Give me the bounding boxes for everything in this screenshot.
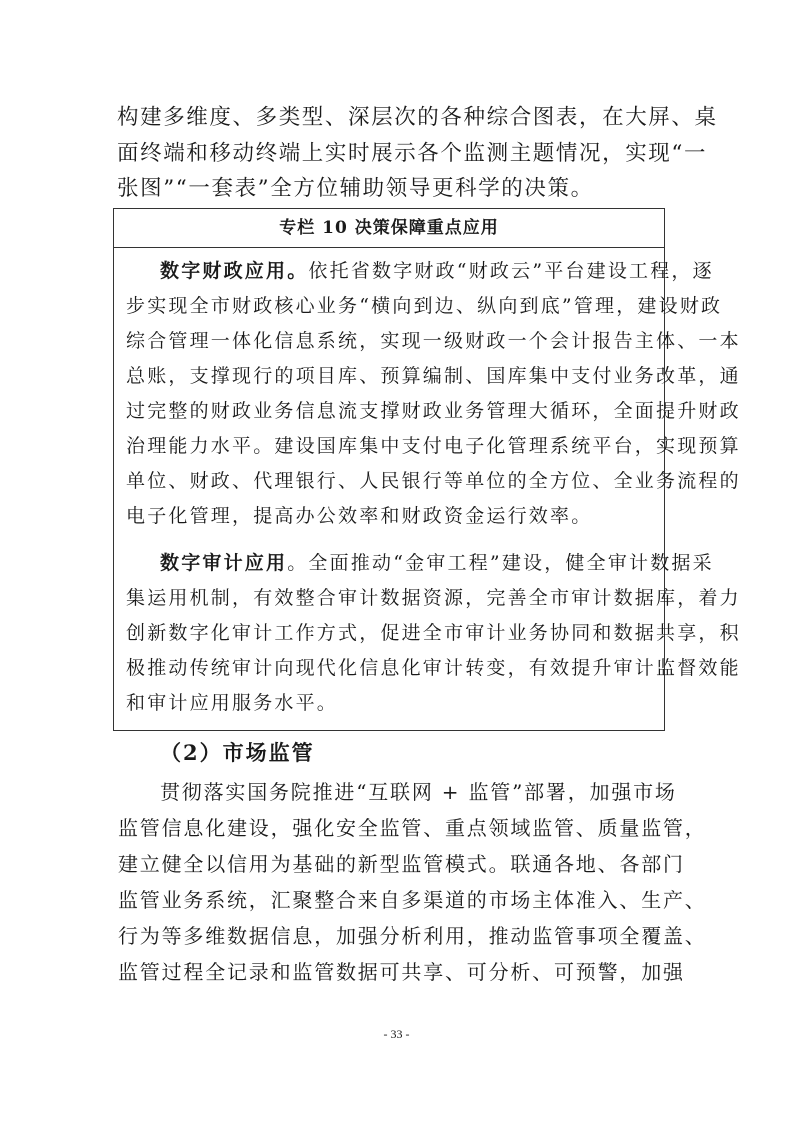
text-line: 综合管理一体化信息系统，实现一级财政一个会计报告主体、一本 <box>126 330 741 352</box>
text-line: 创新数字化审计工作方式，促进全市审计业务协同和数据共享，积 <box>126 622 741 644</box>
text-line: 治理能力水平。建设国库集中支付电子化管理系统平台，实现预算 <box>126 435 741 457</box>
text-line: 张图”“一套表”全方位辅助领导更科学的决策。 <box>117 176 594 201</box>
text-line: 构建多维度、多类型、深层次的各种综合图表，在大屏、桌 <box>117 105 718 130</box>
page-number: - 33 - <box>383 1027 410 1041</box>
text-line: 总账，支撑现行的项目库、预算编制、国库集中支付业务改革，通 <box>126 365 741 387</box>
text-line: 行为等多维数据信息，加强分析利用，推动监管事项全覆盖、 <box>118 924 707 948</box>
text-line <box>160 546 714 580</box>
text-line: 和审计应用服务水平。 <box>126 692 339 714</box>
text-line: 贯彻落实国务院推进“互联网 + 监管”部署，加强市场 <box>160 780 677 804</box>
section-lead: 数字财政应用。 <box>160 260 309 282</box>
box-title: 专栏 10 决策保障重点应用 <box>114 209 664 248</box>
text-line: 监管业务系统，汇聚整合来自多渠道的市场主体准入、生产、 <box>118 888 707 912</box>
text-line: 电子化管理，提高办公效率和财政资金运行效率。 <box>126 505 593 527</box>
text-line: 建立健全以信用为基础的新型监管模式。联通各地、各部门 <box>118 852 685 876</box>
text-line: 监管过程全记录和监管数据可共享、可分析、可预警，加强 <box>118 960 685 984</box>
text-line: 步实现全市财政核心业务“横向到边、纵向到底”管理，建设财政 <box>126 295 723 317</box>
text-span: 依托省数字财政“财政云”平台建设工程，逐 <box>308 260 714 282</box>
text-line: 集运用机制，有效整合审计数据资源，完善全市审计数据库，着力 <box>126 587 741 609</box>
text-span: 。全面推动“金审工程”建设，健全审计数据采 <box>287 552 714 574</box>
section-heading: （2）市场监管 <box>160 740 315 765</box>
text-line: 过完整的财政业务信息流支撑财政业务管理大循环，全面提升财政 <box>126 400 741 422</box>
section-lead: 数字审计应用 <box>160 552 288 574</box>
text-line: 监管信息化建设，强化安全监管、重点领域监管、质量监管， <box>118 816 707 840</box>
text-line <box>160 254 714 288</box>
text-line: 极推动传统审计向现代化信息化审计转变，有效提升审计监督效能 <box>126 657 741 679</box>
text-line: 面终端和移动终端上实时展示各个监测主题情况，实现“一 <box>117 141 708 166</box>
text-line: 单位、财政、代理银行、人民银行等单位的全方位、全业务流程的 <box>126 470 741 492</box>
column-box <box>113 208 741 731</box>
